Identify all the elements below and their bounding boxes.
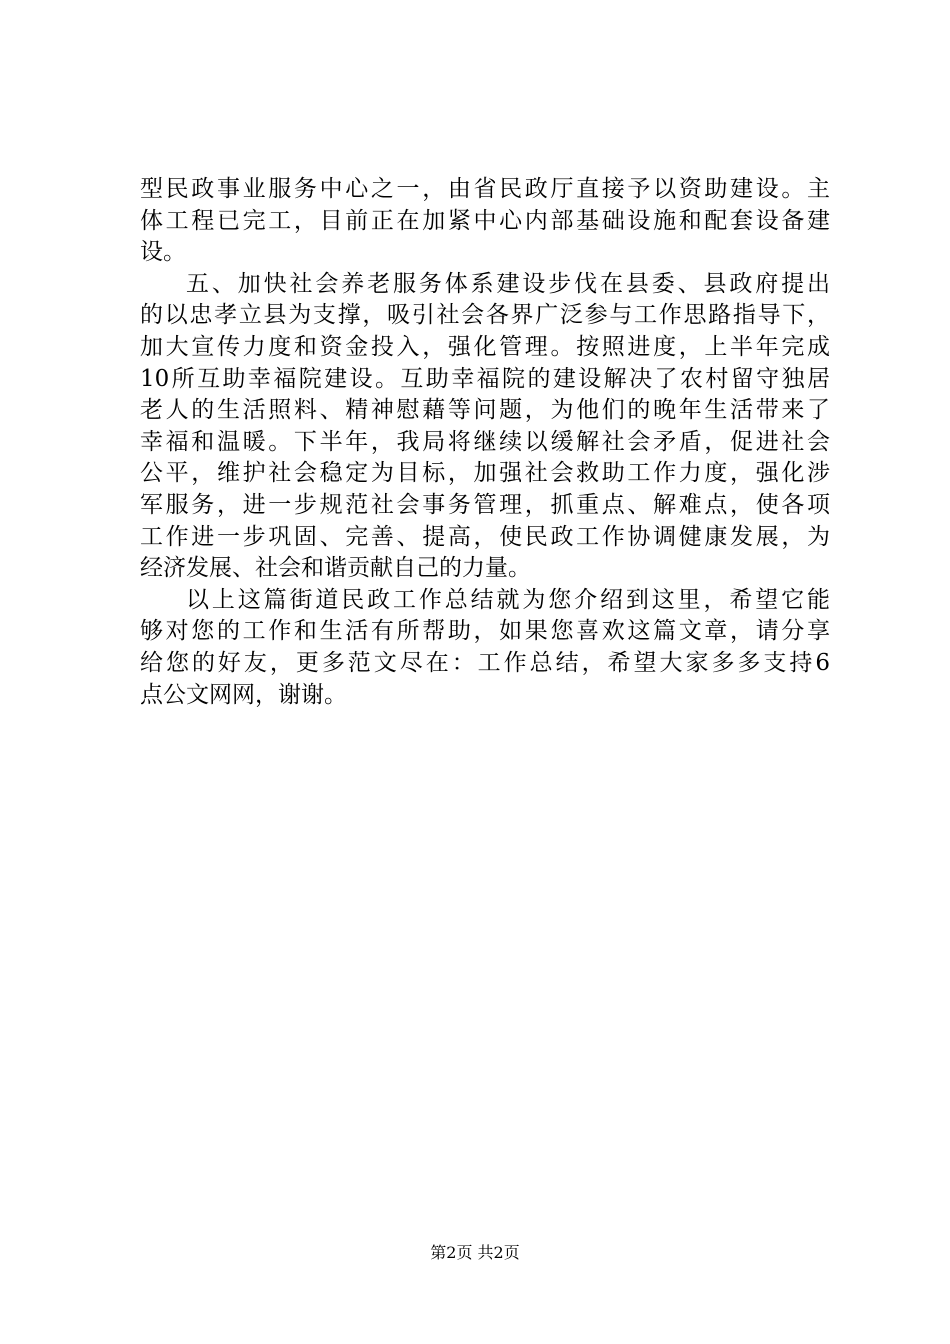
text-line: 加大宣传力度和资金投入，强化管理。按照进度，上半年完成	[140, 333, 830, 360]
text-line: 工作进一步巩固、完善、提高，使民政工作协调健康发展，为	[140, 523, 830, 550]
text-line: 以上这篇街道民政工作总结就为您介绍到这里，希望它能	[186, 586, 830, 613]
text-line: 体工程已完工，目前正在加紧中心内部基础设施和配套设备建	[140, 207, 830, 234]
text-line: 公平，维护社会稳定为目标，加强社会救助工作力度，强化涉	[140, 460, 830, 487]
text-line: 五、加快社会养老服务体系建设步伐在县委、县政府提出	[186, 270, 830, 297]
page-footer	[0, 1242, 950, 1264]
text-line: 军服务，进一步规范社会事务管理，抓重点、解难点，使各项	[140, 491, 830, 518]
text-line: 够对您的工作和生活有所帮助，如果您喜欢这篇文章，请分享	[140, 618, 830, 645]
text-line: 10所互助幸福院建设。互助幸福院的建设解决了农村留守独居	[140, 365, 830, 392]
text-line: 的以忠孝立县为支撑，吸引社会各界广泛参与工作思路指导下，	[140, 302, 830, 329]
text-line: 设。	[140, 239, 186, 266]
text-line: 幸福和温暖。下半年，我局将继续以缓解社会矛盾，促进社会	[140, 428, 830, 455]
text-line: 老人的生活照料、精神慰藉等问题，为他们的晚年生活带来了	[140, 397, 830, 424]
document-body	[140, 174, 830, 711]
text-line: 给您的好友，更多范文尽在：工作总结，希望大家多多支持6	[140, 649, 830, 676]
text-line: 经济发展、社会和谐贡献自己的力量。	[140, 555, 531, 582]
text-line: 型民政事业服务中心之一，由省民政厅直接予以资助建设。主	[140, 176, 830, 202]
page-number-label: 第2页 共2页	[430, 1243, 520, 1262]
text-line: 点公文网网，谢谢。	[140, 681, 347, 708]
